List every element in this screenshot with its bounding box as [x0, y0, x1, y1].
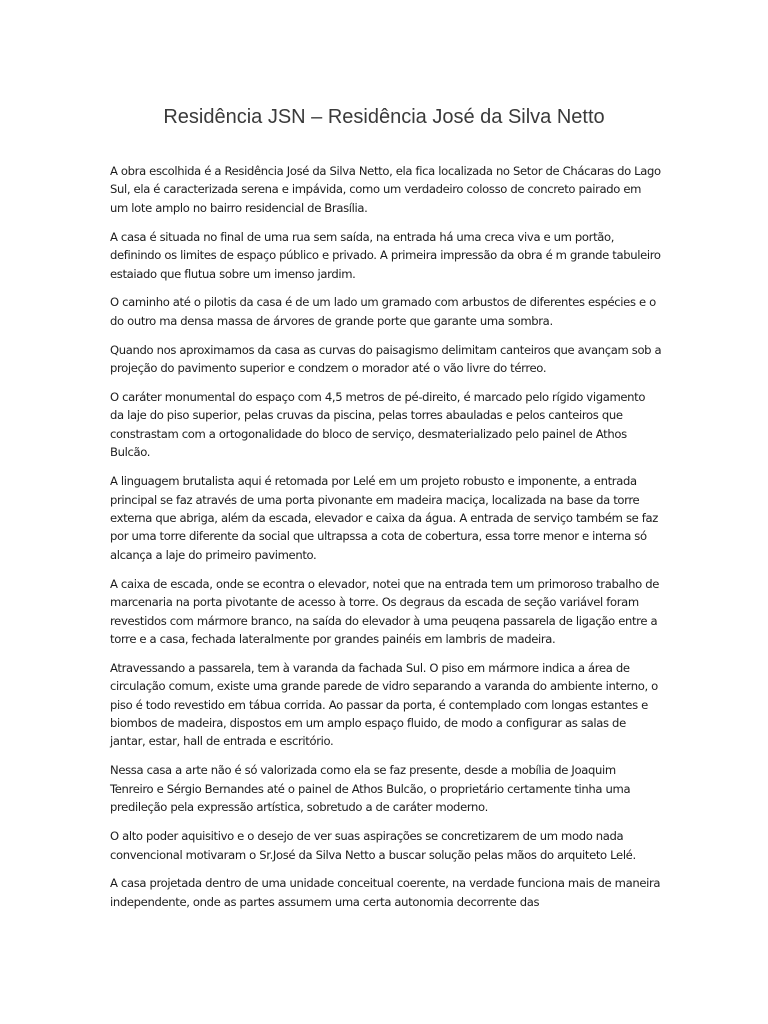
paragraph-7: A caixa de escada, onde se econtra o elevador, notei que na entrada tem um primoroso trabalho de marcenaria na porta pivotante de acesso à torre. Os degraus da escada de seção variável foram revestidos com mármore branco, na saída do elevador à uma peuqena passarela de ligação entre a torre e a casa, fechada lateralmente por grandes painéis em lambris de madeira. — [110, 576, 659, 646]
document-body — [110, 162, 662, 922]
paragraph-1: A obra escolhida é a Residência José da Silva Netto, ela fica localizada no Setor de Chácaras do Lago Sul, ela é caracterizada serena e impávida, como um verdadeiro colosso de concreto pairado em um lote amplo no bairro residencial de Brasília. — [110, 164, 661, 215]
paragraph-9: Nessa casa a arte não é só valorizada como ela se faz presente, desde a mobília de Joaquim Tenreiro e Sérgio Bernandes até o painel de Athos Bulcão, o proprietário certamente tinha uma predileção pela expressão artística, sobretudo a de caráter moderno. — [110, 763, 631, 815]
paragraph-3: O caminho até o pilotis da casa é de um lado um gramado com arbustos de diferentes espécies e o do outro ma densa massa de árvores de grande porte que garante uma sombra. — [110, 295, 656, 328]
paragraph-5: O caráter monumental do espaço com 4,5 metros de pé-direito, é marcado pelo rígido vigamento da laje do piso superior, pelas cruvas da piscina, pelas torres abauladas e pelos canteiros que constrastam com a ortogonalidade do bloco de serviço, desmaterializado pelo painel de Athos Bulcão. — [110, 390, 646, 460]
paragraph-10: O alto poder aquisitivo e o desejo de ver suas aspirações se concretizarem de um modo nada convencional motivaram o Sr.José da Silva Netto a buscar solução pelas mãos do arquiteto Lelé. — [110, 829, 636, 862]
paragraph-4: Quando nos aproximamos da casa as curvas do paisagismo delimitam canteiros que avançam sob a projeção do pavimento superior e condzem o morador até o vão livre do térreo. — [110, 342, 662, 376]
paragraph-11: A casa projetada dentro de uma unidade conceitual coerente, na verdade funciona mais de maneira independente, onde as partes assumem uma certa autonomia decorrente das — [110, 876, 661, 909]
paragraph-8: Atravessando a passarela, tem à varanda da fachada Sul. O piso em mármore indica a área de circulação comum, existe uma grande parede de vidro separando a varanda do ambiente interno, o piso é todo revestido em tábua corrida. Ao passar da porta, é contemplado com longas estantes e biombos de madeira, dispostos em um amplo espaço fluido, de modo a configurar as salas de jantar, estar, hall de entrada e escritório. — [110, 660, 658, 749]
paragraph-6: A linguagem brutalista aqui é retomada por Lelé em um projeto robusto e imponente, a entrada principal se faz através de uma porta pivonante em madeira maciça, localizada na base da torre externa que abriga, além da escada, elevador e caixa da água. A entrada de serviço também se faz por uma torre diferente da social que ultrapssa a cota de cobertura, essa torre menor e interna só alcança a laje do primeiro pavimento. — [110, 474, 658, 562]
document-title: Residência JSN – Residência José da Silva Netto — [163, 106, 605, 128]
paragraph-2: A casa é situada no final de uma rua sem saída, na entrada há uma creca viva e um portão, definindo os limites de espaço público e privado. A primeira impressão da obra é m grande tabuleiro estaiado que flutua sobre um imenso jardim. — [110, 229, 661, 281]
